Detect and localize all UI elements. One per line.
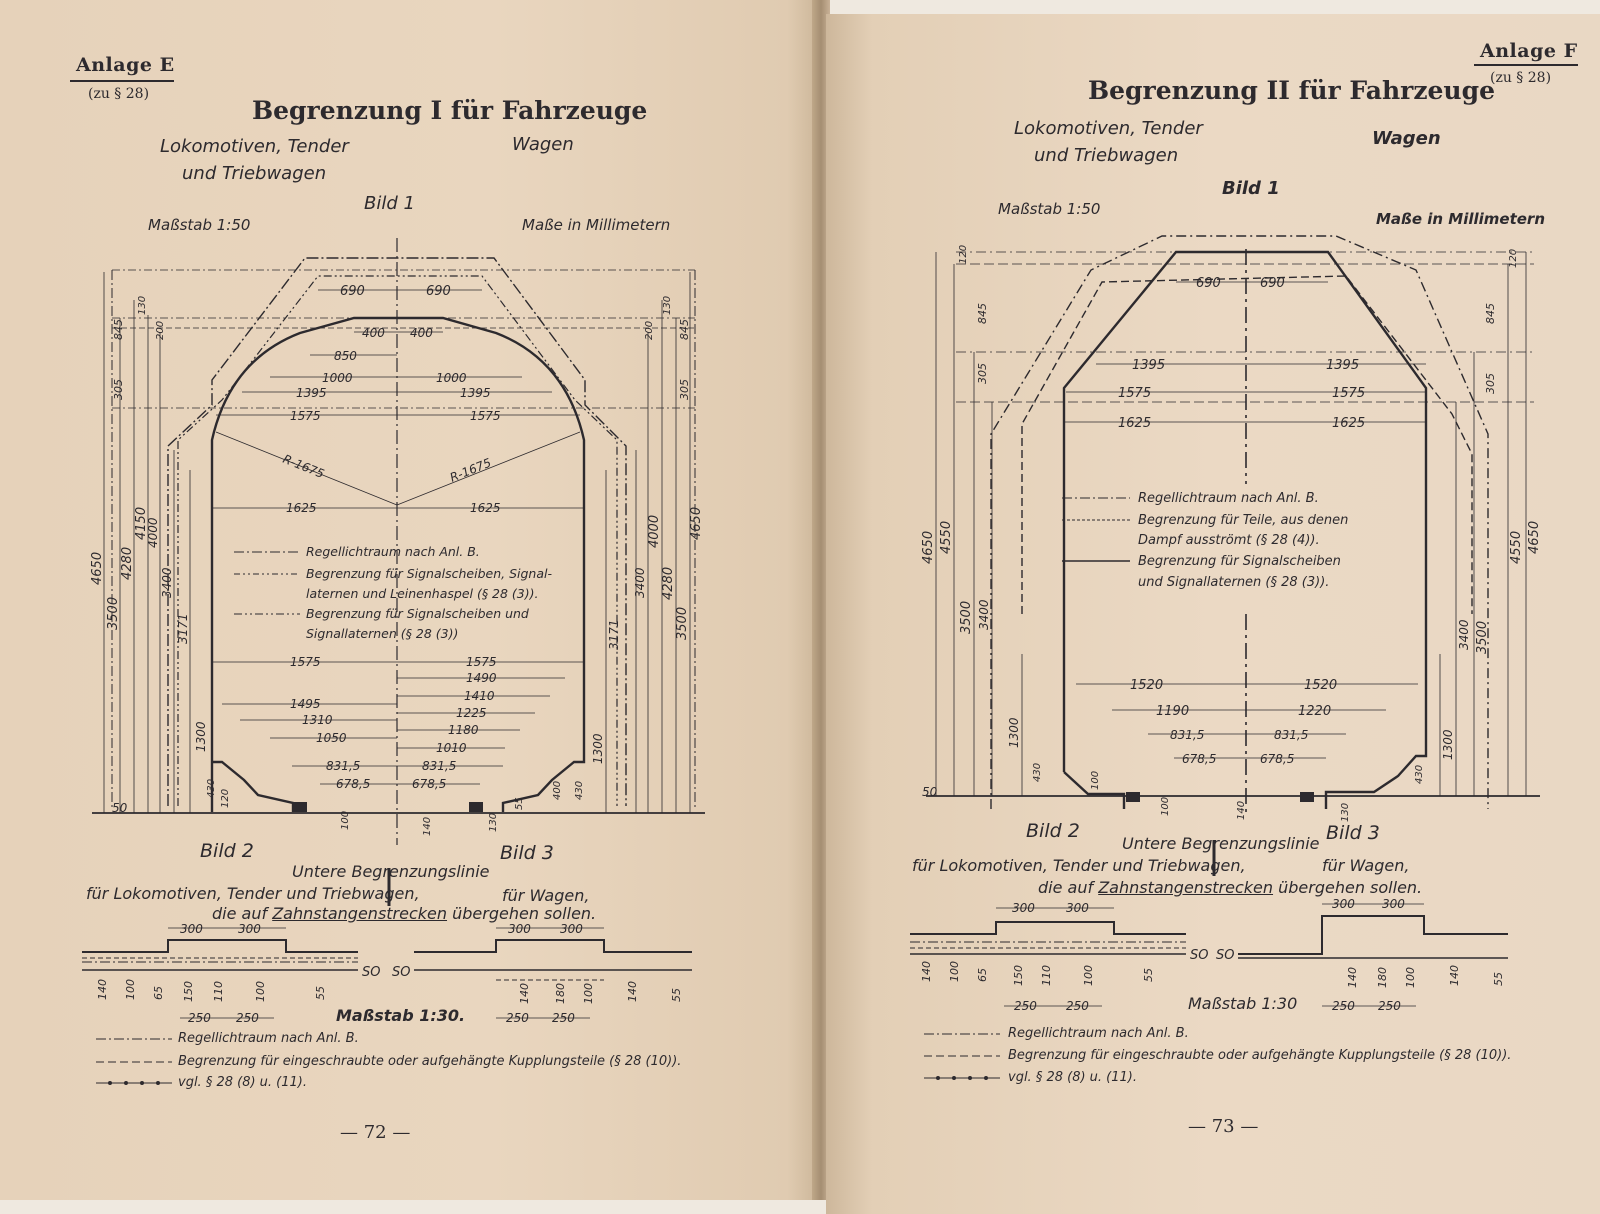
- page-title: Begrenzung II für Fahrzeuge: [1088, 76, 1495, 105]
- dim-label-1050: 1050: [316, 731, 347, 745]
- small-scale-label: Maßstab 1:30: [1188, 994, 1298, 1013]
- for-locomotives-text: für Lokomotiven, Tender und Triebwagen,: [912, 856, 1246, 875]
- dim-label-678-5-left: 678,5: [1182, 752, 1217, 766]
- height-label-4280-left: 4280: [120, 546, 135, 580]
- fig2-label-250-left: 250: [188, 1011, 211, 1025]
- dim-label-831-5-left: 831,5: [1170, 728, 1205, 742]
- height-label-100-left: 100: [1090, 770, 1101, 790]
- dim-label-1225: 1225: [456, 706, 487, 720]
- height-label-4000-right: 4000: [647, 514, 662, 548]
- dim-label-678-5-right: 678,5: [1260, 752, 1295, 766]
- fig3-profile: [414, 940, 692, 952]
- legend-text-4: Begrenzung für Signalscheiben und: [306, 606, 529, 621]
- column-heading-wagons: Wagen: [1372, 128, 1441, 149]
- fig3-h-55: 55: [670, 988, 683, 1002]
- small-label-100: 100: [1160, 796, 1171, 816]
- height-label-305-right: 305: [678, 379, 691, 400]
- for-locomotives-text: für Lokomotiven, Tender und Triebwagen,: [86, 884, 420, 903]
- height-label-3171-left: 3171: [176, 613, 190, 644]
- legend-text-2: Begrenzung für Teile, aus denen: [1138, 513, 1349, 528]
- fig3-label-300-left: 300: [508, 922, 531, 936]
- column-heading-wagons: Wagen: [512, 134, 574, 155]
- legend-text-3: laternen und Leinenhaspel (§ 28 (3)).: [306, 586, 539, 601]
- fig2-h-140: 140: [96, 979, 109, 1000]
- dim-label-1395-left: 1395: [296, 386, 327, 400]
- page-number: — 72 —: [340, 1122, 411, 1143]
- dim-label-1575-right: 1575: [1332, 386, 1366, 401]
- dim-label-690-left: 690: [1196, 276, 1221, 291]
- legend-text-2: Begrenzung für Signalscheiben, Signal-: [306, 566, 552, 581]
- dim-label-1395-right: 1395: [1326, 358, 1360, 373]
- for-wagons-text: für Wagen,: [502, 886, 590, 905]
- height-label-4000-left: 4000: [146, 517, 160, 548]
- dim-label-1190: 1190: [1156, 704, 1190, 719]
- fig2-h-100a: 100: [124, 979, 137, 1000]
- units-label: Maße in Millimetern: [522, 216, 671, 234]
- fig2-label-300-right: 300: [238, 922, 261, 936]
- height-label-845-right: 845: [678, 319, 691, 340]
- height-label-3500-left: 3500: [106, 596, 121, 630]
- rack-track-post: übergehen sollen.: [452, 904, 597, 923]
- height-label-4650-left: 4650: [921, 530, 936, 564]
- height-label-3171-right: 3171: [607, 619, 621, 650]
- fig3-label-250-left: 250: [1332, 999, 1355, 1013]
- height-label-1300-left: 1300: [1007, 717, 1021, 748]
- units-label: Maße in Millimetern: [1376, 210, 1545, 228]
- height-label-1300-left: 1300: [194, 721, 208, 752]
- annex-reference: (zu § 28): [88, 86, 150, 102]
- dim-label-1520-right: 1520: [1304, 678, 1338, 693]
- figure-2-label: Bild 2: [200, 840, 254, 862]
- figure-2-label: Bild 2: [1026, 820, 1080, 842]
- height-label-200-left: 200: [155, 320, 166, 340]
- fig3-h-100: 100: [1404, 967, 1417, 988]
- page-title: Begrenzung I für Fahrzeuge: [252, 96, 648, 125]
- fig2-label-300-left: 300: [1012, 901, 1035, 915]
- height-label-130-left: 130: [137, 295, 148, 315]
- fig2-profile: [82, 940, 358, 952]
- fig2-h-100b: 100: [254, 981, 267, 1002]
- height-label-130-right: 130: [662, 295, 673, 315]
- small-label-140: 140: [1236, 800, 1247, 820]
- dim-label-1575-left: 1575: [290, 409, 321, 423]
- lower-boundary-drawing: [826, 14, 1600, 1200]
- height-label-4650-left: 4650: [90, 551, 105, 585]
- height-label-4550-right: 4550: [1509, 530, 1524, 564]
- fig2-h-150: 150: [182, 981, 195, 1002]
- dim-label-1625-right: 1625: [1332, 416, 1366, 431]
- column-heading-locomotives-2: und Triebwagen: [1034, 145, 1179, 166]
- dim-label-831-5-left: 831,5: [326, 759, 361, 773]
- small-label-55: 55: [514, 797, 525, 810]
- radius-label-right: R-1675: [447, 455, 494, 485]
- dim-label-lower-1575-right: 1575: [466, 655, 497, 669]
- height-label-845-right: 845: [1484, 303, 1497, 324]
- legend2-text-3: vgl. § 28 (8) u. (11).: [178, 1075, 307, 1090]
- dim-label-678-5-left: 678,5: [336, 777, 371, 791]
- dim-label-1410: 1410: [464, 689, 495, 703]
- legend-text-1: Regellichtraum nach Anl. B.: [1138, 491, 1319, 506]
- dim-label-lower-1575-left: 1575: [290, 655, 321, 669]
- height-label-3500-right: 3500: [1475, 620, 1490, 654]
- dim-label-1000-left: 1000: [322, 371, 353, 385]
- height-label-3500-right: 3500: [675, 606, 690, 640]
- dim-label-1010: 1010: [436, 741, 467, 755]
- legend2-text-1: Regellichtraum nach Anl. B.: [1008, 1026, 1189, 1041]
- fig3-profile: [1238, 916, 1508, 954]
- fig3-label-250-right: 250: [1378, 999, 1401, 1013]
- height-label-4150-left: 4150: [134, 506, 149, 540]
- fig2-label-250-right: 250: [236, 1011, 259, 1025]
- dim-label-1625-right: 1625: [470, 501, 501, 515]
- height-label-845-left: 845: [112, 319, 125, 340]
- height-label-430-left: 430: [1032, 762, 1043, 782]
- dim-label-678-5-right: 678,5: [412, 777, 447, 791]
- figure-label: Bild 1: [364, 193, 415, 214]
- height-label-4280-right: 4280: [661, 566, 676, 600]
- legend2-dot-2: [124, 1081, 128, 1085]
- dim-label-690-right: 690: [426, 284, 451, 299]
- fig3-h-140b: 140: [1448, 965, 1461, 986]
- legend2-text-1: Regellichtraum nach Anl. B.: [178, 1031, 359, 1046]
- fig3-label-250-right: 250: [552, 1011, 575, 1025]
- page-number: — 73 —: [1188, 1116, 1259, 1137]
- radius-label-left: R-1675: [280, 451, 327, 481]
- legend2-text-2: Begrenzung für eingeschraubte oder aufgehängte Kupplungsteile (§ 28 (10)).: [1008, 1048, 1512, 1063]
- legend-text-1: Regellichtraum nach Anl. B.: [306, 544, 480, 559]
- height-label-3400-right: 3400: [633, 567, 647, 598]
- figure-label: Bild 1: [1222, 178, 1280, 199]
- fig3-label-250-left: 250: [506, 1011, 529, 1025]
- legend2-dot-3: [140, 1081, 144, 1085]
- dim-label-1490: 1490: [466, 671, 497, 685]
- dim-label-1520-left: 1520: [1130, 678, 1164, 693]
- annex-label: Anlage E: [76, 54, 175, 76]
- dim-label-1180: 1180: [448, 723, 479, 737]
- small-label-130: 130: [1340, 802, 1351, 822]
- height-label-430-right: 430: [1414, 764, 1425, 784]
- right-page: [826, 14, 1600, 1214]
- fig2-label-250-right: 250: [1066, 999, 1089, 1013]
- rack-track-pre: die auf: [1038, 878, 1094, 897]
- fig2-so-label: SO: [362, 965, 381, 980]
- height-label-120-right: 120: [1508, 248, 1519, 268]
- dim-label-1220: 1220: [1298, 704, 1332, 719]
- height-label-430-right: 430: [574, 780, 585, 800]
- small-scale-label: Maßstab 1:30.: [336, 1006, 466, 1025]
- dim-label-400-right: 400: [410, 326, 433, 340]
- rack-track-pre: die auf: [212, 904, 268, 923]
- fig3-label-300-right: 300: [1382, 897, 1405, 911]
- legend2-dot-4: [156, 1081, 160, 1085]
- height-label-50-left: 50: [112, 801, 128, 815]
- rack-track-link: Zahnstangenstrecken: [1098, 878, 1274, 897]
- dim-label-1395-right: 1395: [460, 386, 491, 400]
- legend-text-4: Begrenzung für Signalscheiben: [1138, 554, 1341, 569]
- fig3-so-label: SO: [1216, 948, 1235, 963]
- dim-label-1625-left: 1625: [286, 501, 317, 515]
- fig3-label-300-left: 300: [1332, 897, 1355, 911]
- for-wagons-text: für Wagen,: [1322, 856, 1410, 875]
- fig2-h-55: 55: [314, 986, 327, 1000]
- fig3-h-140b: 140: [626, 981, 639, 1002]
- fig2-so-label: SO: [1190, 948, 1209, 963]
- fig2-h-100b: 100: [1082, 965, 1095, 986]
- dim-label-1575-left: 1575: [1118, 386, 1152, 401]
- fig3-h-180: 180: [1376, 967, 1389, 988]
- fig2-label-250-left: 250: [1014, 999, 1037, 1013]
- dim-label-1625-left: 1625: [1118, 416, 1152, 431]
- legend2-dot-4: [984, 1076, 988, 1080]
- dim-label-1000-right: 1000: [436, 371, 467, 385]
- dim-label-831-5-right: 831,5: [422, 759, 457, 773]
- small-label-100: 100: [340, 810, 351, 830]
- height-label-4650-right: 4650: [1527, 520, 1542, 554]
- fig2-profile: [910, 922, 1186, 934]
- height-label-4550-left: 4550: [939, 520, 954, 554]
- fig2-h-55: 55: [1142, 968, 1155, 982]
- height-label-3400-left: 3400: [160, 567, 174, 598]
- height-label-1300-right: 1300: [1441, 729, 1455, 760]
- fig2-label-300-left: 300: [180, 922, 203, 936]
- fig3-h-140a: 140: [518, 983, 531, 1004]
- height-label-120-left: 120: [958, 244, 969, 264]
- fig2-h-110: 110: [1040, 965, 1053, 986]
- fig3-h-100: 100: [582, 983, 595, 1004]
- annex-label: Anlage F: [1480, 40, 1578, 62]
- height-label-200-right: 200: [644, 320, 655, 340]
- column-heading-locomotives-1: Lokomotiven, Tender: [160, 136, 349, 157]
- small-label-130: 130: [488, 812, 499, 832]
- height-label-1300-right: 1300: [591, 733, 605, 764]
- fig2-label-300-right: 300: [1066, 901, 1089, 915]
- column-heading-locomotives-1: Lokomotiven, Tender: [1014, 118, 1203, 139]
- fig3-h-180: 180: [554, 983, 567, 1004]
- rack-track-post: übergehen sollen.: [1278, 878, 1423, 897]
- legend2-text-2: Begrenzung für eingeschraubte oder aufgehängte Kupplungsteile (§ 28 (10)).: [178, 1054, 682, 1069]
- legend2-text-3: vgl. § 28 (8) u. (11).: [1008, 1070, 1137, 1085]
- fig3-h-55: 55: [1492, 972, 1505, 986]
- dim-label-400-left: 400: [362, 326, 385, 340]
- fig3-so-label: SO: [392, 965, 411, 980]
- lower-boundary-title: Untere Begrenzungslinie: [292, 862, 490, 881]
- fig3-label-300-right: 300: [560, 922, 583, 936]
- column-heading-locomotives-2: und Triebwagen: [182, 163, 327, 184]
- height-label-305-left: 305: [976, 363, 989, 384]
- annex-reference: (zu § 28): [1490, 70, 1552, 86]
- height-label-3500-left: 3500: [959, 600, 974, 634]
- dim-label-831-5-right: 831,5: [1274, 728, 1309, 742]
- legend-text-5: und Signallaternen (§ 28 (3)).: [1138, 575, 1330, 590]
- legend-text-5: Signallaternen (§ 28 (3)): [306, 626, 459, 641]
- fig3-h-140a: 140: [1346, 967, 1359, 988]
- height-label-120-left: 120: [220, 788, 231, 808]
- legend2-dot-2: [952, 1076, 956, 1080]
- fig2-h-65: 65: [152, 986, 165, 1000]
- dim-label-1310: 1310: [302, 713, 333, 727]
- fig2-h-150: 150: [1012, 965, 1025, 986]
- height-label-305-right: 305: [1484, 373, 1497, 394]
- height-label-4650-right: 4650: [689, 506, 704, 540]
- scale-label: Maßstab 1:50: [998, 200, 1101, 218]
- height-label-400-right: 400: [552, 780, 563, 800]
- legend2-dot-1: [936, 1076, 940, 1080]
- legend2-dot-1: [108, 1081, 112, 1085]
- dim-label-1495: 1495: [290, 697, 321, 711]
- rack-track-link: Zahnstangenstrecken: [272, 904, 448, 923]
- legend2-dot-3: [968, 1076, 972, 1080]
- figure-3-label: Bild 3: [1326, 822, 1380, 844]
- dim-label-850: 850: [334, 349, 357, 363]
- figure-3-label: Bild 3: [500, 842, 554, 864]
- dim-label-690-right: 690: [1260, 276, 1285, 291]
- height-label-50-left: 50: [922, 785, 938, 799]
- height-label-305-left: 305: [112, 379, 125, 400]
- fig2-h-100a: 100: [948, 961, 961, 982]
- lower-boundary-title: Untere Begrenzungslinie: [1122, 834, 1320, 853]
- fig2-h-140: 140: [920, 961, 933, 982]
- fig2-h-65: 65: [976, 968, 989, 982]
- dim-label-1395-left: 1395: [1132, 358, 1166, 373]
- height-label-3400-left: 3400: [977, 599, 991, 630]
- height-label-845-left: 845: [976, 303, 989, 324]
- height-label-3400-right: 3400: [1457, 619, 1471, 650]
- height-label-430-left: 430: [206, 778, 217, 798]
- fig2-h-110: 110: [212, 981, 225, 1002]
- dim-label-690-left: 690: [340, 284, 365, 299]
- scale-label: Maßstab 1:50: [148, 216, 251, 234]
- legend-text-3: Dampf ausströmt (§ 28 (4)).: [1138, 533, 1320, 548]
- small-label-140: 140: [422, 816, 433, 836]
- dim-label-1575-right: 1575: [470, 409, 501, 423]
